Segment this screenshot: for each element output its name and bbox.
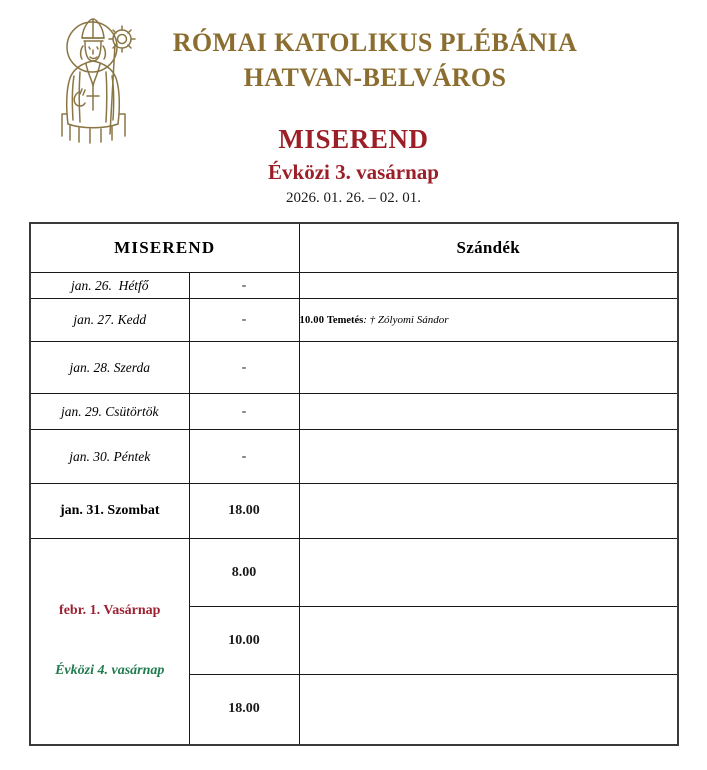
day-label-thursday: jan. 29. Csütörtök — [30, 394, 189, 430]
intention-label: Temetés — [326, 314, 364, 326]
schedule-table-container — [29, 222, 677, 746]
intention-sunday-3 — [299, 675, 678, 745]
table-row — [30, 273, 678, 299]
sunday-date-label: febr. 1. Vasárnap — [59, 603, 161, 619]
mass-schedule-table — [29, 222, 679, 746]
intention-entry — [300, 313, 678, 328]
intention-sunday-2 — [299, 607, 678, 675]
table-row — [30, 484, 678, 539]
day-label-tuesday: jan. 27. Kedd — [30, 299, 189, 342]
day-label-monday: jan. 26. Hétfő — [30, 273, 189, 299]
table-row — [30, 299, 678, 342]
mass-time-sunday-1: 8.00 — [189, 539, 299, 607]
date-range: 2026. 01. 26. – 02. 01. — [286, 190, 421, 206]
parish-name-line-1: RÓMAI KATOLIKUS PLÉBÁNIA — [172, 28, 578, 57]
table-row — [30, 539, 678, 607]
table-row — [30, 342, 678, 394]
intention-text: † Zólyomi Sándor — [369, 313, 449, 326]
mass-time-friday: - — [189, 430, 299, 484]
mass-time-sunday-3: 18.00 — [189, 675, 299, 745]
mass-time-saturday: 18.00 — [189, 484, 299, 539]
intention-friday — [299, 430, 678, 484]
sunday-feast-label: Évközi 4. vasárnap — [55, 662, 165, 678]
column-header-schedule: MISEREND — [30, 223, 299, 273]
mass-time-monday: - — [189, 273, 299, 299]
table-row — [30, 394, 678, 430]
mass-time-wednesday: - — [189, 342, 299, 394]
intention-wednesday — [299, 342, 678, 394]
document-header — [0, 0, 707, 212]
table-header-row — [30, 223, 678, 273]
intention-sunday-1 — [299, 539, 678, 607]
parish-name-line-2: HATVAN-BELVÁROS — [243, 62, 507, 92]
intention-monday — [299, 273, 678, 299]
day-label-saturday: jan. 31. Szombat — [30, 484, 189, 539]
table-row — [30, 430, 678, 484]
day-label-wednesday: jan. 28. Szerda — [30, 342, 189, 394]
intention-time: 10.00 — [299, 314, 325, 326]
day-label-friday: jan. 30. Péntek — [30, 430, 189, 484]
intention-saturday — [299, 484, 678, 539]
parish-name — [140, 26, 610, 95]
liturgical-week-subtitle: Évközi 3. vasárnap — [268, 160, 439, 184]
mass-time-thursday: - — [189, 394, 299, 430]
day-label-sunday — [30, 539, 189, 745]
intention-tuesday — [299, 299, 678, 342]
intention-thursday — [299, 394, 678, 430]
column-header-intention: Szándék — [299, 223, 678, 273]
mass-time-sunday-2: 10.00 — [189, 607, 299, 675]
page-title: MISEREND — [278, 124, 429, 154]
intention-separator: : — [363, 313, 367, 326]
mass-time-tuesday: - — [189, 299, 299, 342]
